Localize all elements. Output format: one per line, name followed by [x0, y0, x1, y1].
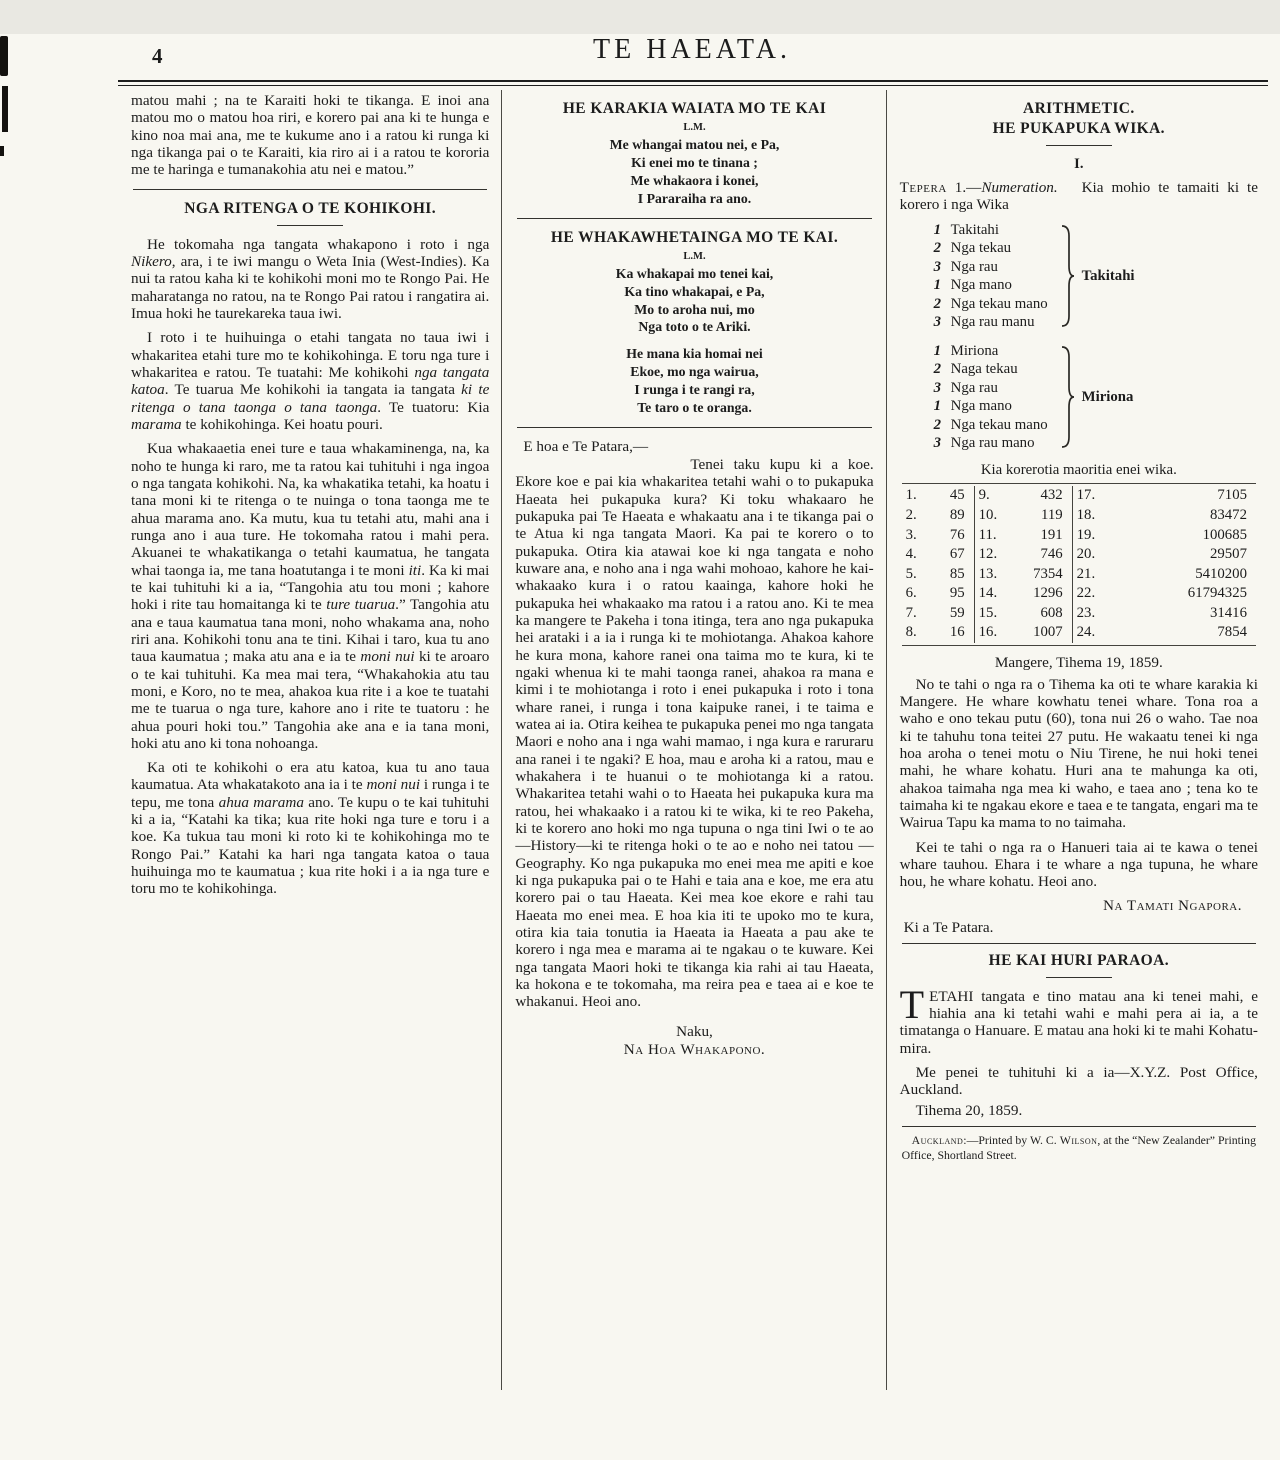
hymn1-meter: L.M. [683, 122, 706, 133]
hymn-line: Ka whakapai mo tenei kai, [615, 265, 774, 281]
section-rule [517, 427, 871, 428]
section-rule [902, 943, 1256, 944]
hymn2-verse2 [515, 345, 873, 417]
hymn1-verse [515, 136, 873, 208]
numeration-list [934, 221, 1048, 332]
newspaper-title: TE HAEATA. [593, 34, 791, 65]
place-label: Nga rau [950, 379, 998, 396]
signoff-naku: Naku, [676, 1022, 713, 1040]
place-digit: 2 [933, 295, 942, 312]
hymn-line: Te taro o te oranga. [637, 400, 752, 416]
numeration-intro: Tepera 1.—Numeration. Kia mohio te tamaiti ki te korero i nga Wika [899, 179, 1258, 214]
church-paragraph: Kei te tahi o nga ra o Hanueri taia ai te kawa o tenei whare tauhou. Ehara i te whare a nga tupuna, he whare hou, he whare kohatu. Heoi ano. [899, 838, 1258, 891]
numeration-item [934, 258, 1048, 276]
short-rule [1046, 977, 1112, 978]
table-value: 76 [949, 526, 965, 543]
numeration-item [934, 360, 1048, 378]
hymn1-heading: HE KARAKIA WAIATA MO TE KAI [562, 100, 827, 117]
section-rule [517, 218, 871, 219]
place-digit: 3 [933, 379, 942, 396]
table-value: 119 [1041, 507, 1063, 523]
column-2 [501, 90, 885, 1390]
place-label: Miriona [950, 342, 999, 359]
short-rule [277, 225, 343, 226]
table-index: 11. [974, 526, 1010, 546]
table-index: 1. [905, 487, 917, 504]
brace-label: Miriona [1081, 388, 1134, 405]
place-digit: 2 [933, 416, 942, 433]
hymn-line: Me whangai matou nei, e Pa, [609, 137, 780, 152]
numeration-item [934, 342, 1048, 360]
signoff-name: Na Hoa Whakapono. [623, 1040, 766, 1058]
table-value: 45 [949, 487, 965, 504]
place-label: Nga mano [950, 398, 1012, 415]
masthead-rule [118, 80, 1268, 86]
hymn2-heading: HE WHAKAWHETAINGA MO TE KAI. [550, 228, 839, 246]
table-index: 2. [905, 507, 917, 523]
numeration-item [934, 313, 1048, 331]
job-paragraph [899, 981, 1258, 1057]
hymn-line: I Pararaiha ra ano. [637, 190, 752, 206]
place-label: Nga tekau [950, 240, 1012, 257]
binding-mark [0, 146, 4, 156]
table-index: 12. [974, 545, 1010, 565]
numeration-item [934, 295, 1048, 313]
table-value: 61794325 [1187, 585, 1247, 602]
table-value: 29507 [1209, 546, 1247, 563]
place-digit: 3 [933, 314, 942, 331]
table-value: 7354 [1033, 565, 1063, 582]
numeration-list [934, 342, 1048, 453]
section-rule [133, 189, 487, 190]
continuation-paragraph: matou mahi ; na te Karaiti hoki te tikanga. E inoi ana matou mo o matou hoa riri, e korero pai ana ki te hunga e kino noa mai ana, me te kukume ano i a ratou ki runga ki nga tikanga pai o te Karaiti, kia riro ai i a ratou te kororia me te haringa e tumanakohia atu nei e matou.” [131, 92, 490, 179]
place-digit: 1 [933, 221, 942, 238]
binding-mark [2, 86, 8, 132]
place-label: Nga rau mano [950, 434, 1035, 451]
table-index: 16. [974, 623, 1010, 643]
place-label: Nga tekau mano [950, 416, 1048, 433]
table-value: 432 [1040, 487, 1063, 504]
table-value: 89 [949, 507, 965, 523]
article-paragraph: He tokomaha nga tangata whakapono i roto i nga Nikero, ara, i te iwi mangu o Weta Inia (West-Indies). Ka nui ta ratou kaha ki te kohikohi moni mo te Rongo Pai. He maharatanga no ratou, na te Rongo Pai ratou i rangatira ai. Imua hoki he taurekareka taua iwi. [131, 235, 490, 322]
place-digit: 1 [933, 398, 942, 415]
brace-label: Takitahi [1081, 267, 1135, 284]
place-label: Takitahi [950, 221, 999, 238]
column-1 [118, 90, 501, 1390]
place-digit: 3 [933, 258, 942, 275]
dateline: Mangere, Tihema 19, 1859. [994, 653, 1163, 671]
table-index: 23. [1072, 604, 1108, 624]
hymn-line: He mana kia homai nei [626, 346, 763, 362]
table-value: 7105 [1217, 487, 1247, 504]
numeration-item [934, 416, 1048, 434]
letter-salutation: E hoa e Te Patara,— [523, 438, 649, 456]
imprint-rule [902, 1126, 1256, 1127]
job-heading: HE KAI HURI PARAOA. [988, 951, 1170, 969]
job-apply: Me penei te tuhituhi ki a ia—X.Y.Z. Post Office, Auckland. [899, 1063, 1258, 1099]
table-value: 1007 [1033, 624, 1063, 641]
table-value: 1296 [1033, 585, 1063, 602]
table-index: 5. [905, 565, 917, 582]
job-date: Tihema 20, 1859. [915, 1101, 1023, 1119]
table-value: 59 [949, 604, 965, 621]
table-value: 67 [949, 546, 965, 563]
hymn2-verse1 [515, 265, 873, 337]
table-index: 10. [974, 506, 1010, 526]
numeration-item [934, 239, 1048, 257]
section-number: I. [1074, 156, 1084, 172]
numeration-group-takitahi [934, 221, 1258, 332]
table-index: 15. [974, 604, 1010, 624]
table-index: 3. [905, 526, 917, 543]
short-rule [1046, 145, 1112, 146]
table-index: 21. [1072, 565, 1108, 585]
place-digit: 1 [933, 277, 942, 294]
article-paragraph: Ka oti te kohikohi o era atu katoa, kua tu ano taua kaumatua. Ata whakatakoto ana ia i te moni nui i runga i te tepu, me tona ahua marama ano. Te kupu o te kai tuhituhi ki a ia, “Katahi ka tika; kua rite hoki nga ture e toru i a koe. Ka tukua tau moni ki roto ki te kohikohinga mo te Rongo Pai.” Katahi ka hari nga tangata katoa o taua huihuinga mo te kaumatua ; kua rite hoki i a ia nga ture e toru mo te kohikohinga. [131, 759, 490, 898]
letter-signoff [515, 1023, 873, 1059]
masthead [118, 34, 1266, 78]
hymn-line: Nga toto o te Ariki. [638, 319, 751, 335]
place-label: Nga rau manu [950, 314, 1035, 331]
place-label: Nga tekau mano [950, 295, 1048, 312]
brace-icon [1060, 224, 1075, 328]
place-digit: 2 [933, 361, 942, 378]
column-3 [886, 90, 1270, 1390]
numeration-item [934, 276, 1048, 294]
binding-mark [0, 36, 8, 76]
table-index: 22. [1072, 584, 1108, 604]
numeration-item [934, 434, 1048, 452]
newspaper-page [0, 34, 1280, 1460]
table-index: 9. [974, 486, 1010, 506]
table-value: 83472 [1209, 507, 1247, 523]
page-number: 4 [152, 44, 163, 68]
addressee: Ki a Te Patara. [903, 918, 994, 936]
table-value: 31416 [1209, 604, 1247, 621]
table-index: 7. [905, 604, 917, 621]
table-index: 19. [1072, 526, 1108, 546]
table-index: 18. [1072, 506, 1108, 526]
table-index: 8. [905, 624, 917, 641]
brace-icon [1060, 345, 1075, 449]
table-index: 24. [1072, 623, 1108, 643]
table-value: 5410200 [1195, 565, 1247, 582]
article-paragraph: I roto i te huihuinga o etahi tangata no taua iwi i whakaritea etahi ture mo te kohikohinga. E toru nga ture i whakaritea e ratou. Te tuatahi: Me kohikohi nga tangata katoa. Te tuarua Me kohikohi ia tangata ia tangata ki te ritenga o tana taonga o tana taonga. Te tuatoru: Kia marama te kohikohinga. Kei hoatu pouri. [131, 329, 490, 433]
letter-body: Tenei taku kupu ki a koe. Ekore koe e pai kia whakaritea tetahi wahi o to pukapuka Haeata hei pukapuka kura? Ki toku whakaaro he pukapuka pai Te Haeata e whakaatu ana i te tikanga pai o te Atua ki nga tangata Maori. Ka pai te korero o to pukapuka. Otira kia atawai koe ki nga tangata e noho kuware ana, e noho ana i nga wahi mohoao, kahore he kai-whakaako kura i o ratou kaainga, kahore hoki he pukapuka hei whakaako ma ratou i a ratou ano. Ki te mea ka mangere te Pakeha i tona itinga, tera ano nga pukapuka hei arataki i a ia i runga ki te mohiotanga. Ahakoa kahore he kura mona, kahore ranei ona taima mo te kura, ki te ngaki whenua ki te mahi taonga ranei, ahakoa ra mana e kimi i te mohiotanga i roto i enei pukapuka i roto i tona whare ranei, i runga i tona kaipuke ranei, i te taima e watea ai ia. Otira keihea te pukapuka penei mo nga tangata Maori e noho ana i nga wahi mamao, i nga kura e raruraru ana ranei i te ngaki? E hoa, mau e aroha ki a ratou, mau e whakahera i te huanui o te mohiotanga ki a ratou. Whakaritea tetahi wahi o to Haeata hei pukapuka kura ma ratou, hei whakaako i a ratou ki te wika, ki te reo Pakeha, ki te korero ano hoki mo nga tupuna o nga tini Iwi o te ao—History—ki te ritenga hoki o te ao e noho nei tatou —Geography. Ko nga pukapuka mo enei mea me apiti e koe ki nga pukapuka pai o te Hahi e taia ana e koe, me era atu korero pai o tau Haeata. Kei mea koe ekore e rahi tau Haeata mo enei mea. E hoa kia iti te upoko mo te kura, otira kia taia tonutia ia Haeata ia Haeata a pau ake te korero i nga mea e marama ai te ngakau o te kuware. Kei nga tangata Maori hoki te tikanga kia rahi ai tau Haeata, ka hokona e te tokomaha, ma reira pea e taea ai e koe te whakanui. Heoi ano. [515, 456, 874, 1011]
table-value: 16 [949, 624, 965, 641]
numeration-group-miriona [934, 342, 1258, 453]
table-index: 17. [1072, 486, 1108, 506]
table-value: 85 [949, 565, 965, 582]
place-label: Nga rau [950, 258, 998, 275]
wika-heading: HE PUKAPUKA WIKA. [992, 120, 1165, 137]
table-value: 746 [1040, 546, 1063, 563]
table-value: 100685 [1202, 526, 1247, 543]
columns [118, 90, 1270, 1390]
table-index: 13. [974, 565, 1010, 585]
place-digit: 1 [933, 342, 942, 359]
hymn2-meter: L.M. [683, 250, 706, 262]
numbers-table [902, 483, 1256, 645]
job-text: ETAHI tangata e tino matau ana ki tenei mahi, e hiahia ana ki tetahi wahi e mahi pera ai ia, a te timatanga o Hanuare. E matau ana hoki ki te mahi Kohatu-mira. [899, 987, 1258, 1057]
hymn-line: Ekoe, mo nga wairua, [630, 364, 759, 380]
table-caption: Kia korerotia maoritia enei wika. [980, 462, 1177, 479]
place-digit: 3 [933, 434, 942, 451]
place-label: Nga mano [950, 277, 1012, 294]
hymn-line: Me whakaora i konei, [630, 172, 759, 188]
table-index: 6. [905, 585, 917, 602]
table-value: 7854 [1217, 624, 1247, 641]
arithmetic-heading: ARITHMETIC. [1023, 100, 1135, 117]
place-digit: 2 [933, 240, 942, 257]
table-index: 20. [1072, 545, 1108, 565]
table-value: 608 [1040, 604, 1063, 621]
numeration-item [934, 379, 1048, 397]
article-heading-kohikohi: NGA RITENGA O TE KOHIKOHI. [184, 199, 437, 217]
table-value: 191 [1040, 526, 1063, 543]
hymn-line: Ki enei mo te tinana ; [631, 154, 758, 170]
imprint: Auckland:—Printed by W. C. Wilson, at the “New Zealander” Printing Office, Shortland Street. [901, 1132, 1256, 1163]
numeration-item [934, 221, 1048, 239]
place-label: Naga tekau [950, 361, 1018, 378]
church-paragraph: No te tahi o nga ra o Tihema ka oti te whare karakia ki Mangere. He whare kowhatu tenei whare. Tona roa a waho e ono tekau putu (60), tona nui 26 o waho. Tae noa ki te tahuhu tona teitei 27 putu. He wakaatu tenei ki nga hoa aroha o tenei motu o Niu Tirene, he nui hoki tenei mahi, he whare kohatu. Huri ana te mahunga ka oti, ahakoa taimaha nga mea ki waho, e taea ano ; tena ko te taimaha ki te ngakau ekore e taea e te tangata, engari ma te Wairua Tapu ka mama to no taimaha. [899, 675, 1258, 832]
table-index: 14. [974, 584, 1010, 604]
numeration-item [934, 397, 1048, 415]
dropcap-letter: T [899, 981, 925, 1027]
table-value: 95 [949, 585, 965, 602]
signature-ngapora: Na Tamati Ngapora. [1103, 897, 1242, 914]
hymn-line: Mo to aroha nui, mo [634, 301, 755, 317]
hymn-line: I runga i te rangi ra, [634, 382, 755, 398]
hymn-line: Ka tino whakapai, e Pa, [624, 283, 765, 299]
table-index: 4. [905, 546, 917, 563]
article-paragraph: Kua whakaaetia enei ture e taua whakaminenga, na, ka noho te hunga ki raro, me ta ratou kai tuhituhi i nga ingoa o nga tangata kohikohi. Na, ka whakatika tetahi, ka hoatu i tana moni ki te ritenga o te nuinga o tona taonga me te ahua marama ano. Ka mutu, kua tu tetahi atu, mahi ana i runga ano i aua ture. He tokomaha ratou i mahi pera. Akuanei te whakatikanga o tetahi kaumatua, he tangata whai taonga ia, me tana hoatutanga i te moni iti. Ka ki mai te kai tuhituhi ki a ia, “Tangohia atu tou moni ; kahore hoki i rite tau homaitanga ki te ture tuarua.” Tangohia atu ana e taua kaumatua tana moni, noho whakama ana, noho riri ana. Kohikohi tonu ana te tini. Kihai i taro, kua tu ano taua kaumatua ; maka atu ana e ia te moni nui ki te aroaro o te kai tuhituhi. Ka mea mai tera, “Whakahokia atu tau moni, e Koro, no te mea, ahakoa kua rite i a koe te tuatahi me te tuarua o nga ture, kahore ano i rite te tuatoru : he ahua pouri hoki tou.” Tangohia ake ana e ia tana moni, hoki atu ano ki tona nohoanga. [131, 440, 490, 752]
